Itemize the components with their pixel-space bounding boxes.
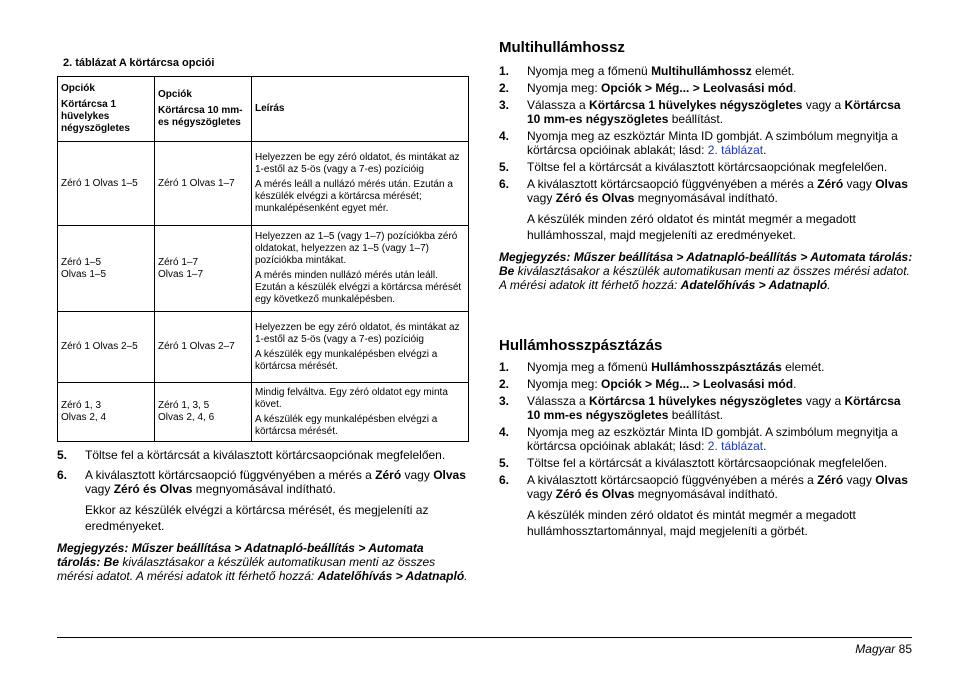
table-cell: Zéró 1 Olvas 1–7 [155, 142, 252, 226]
step-extra-text: A készülék minden zéró oldatot és mintát megmér a megadott hullámhossztartománnyal, majd megjeleníti a görbét. [527, 508, 856, 538]
table-row [58, 142, 469, 226]
list-item: 2. Nyomja meg: Opciók > Még... > Leolvasási mód. [499, 377, 797, 391]
table-cell: Mindig felváltva. Egy zéró oldatot egy minta követ. A készülék egy munkalépésben elvégzi a körtárcsa mérését. [252, 383, 469, 442]
list-item: 6. A kiválasztott körtárcsaopció függvényében a mérés a Zéró vagy Olvas vagy Zéró és Olvas megnyomásával indítható. [499, 177, 908, 205]
table-cell: Zéró 1 Olvas 2–7 [155, 312, 252, 383]
list-item: 4. Nyomja meg az eszköztár Minta ID gombját. A szimbólum megnyitja a körtárcsa opcióinak ablakát; lásd: 2. táblázat. [499, 129, 898, 157]
table-row [58, 226, 469, 312]
section-title: Hullámhosszpásztázás [499, 337, 663, 354]
table-cell: Zéró 1, 3 Olvas 2, 4 [58, 383, 155, 442]
list-item: 1. Nyomja meg a főmenü Hullámhosszpásztázás elemét. [499, 360, 825, 374]
left-steps [57, 448, 469, 583]
table-row [58, 383, 469, 442]
list-item: 5. Töltse fel a körtárcsát a kiválasztott körtárcsaopciónak megfelelően. [499, 160, 888, 174]
list-item: 1. Nyomja meg a főmenü Multihullámhossz elemét. [499, 64, 795, 78]
footer-divider [57, 637, 912, 638]
header-cell: Opciók Körtárcsa 10 mm-es négyszögletes [155, 77, 252, 142]
table-caption: 2. táblázat A körtárcsa opciói [63, 57, 215, 69]
table-cell: Helyezzen az 1–5 (vagy 1–7) pozíciókba zéró oldatokat, helyezzen az 1–5 (vagy 1–7) pozíciókba mintákat. A mérés minden nullázó mérés után leáll. Ezután a készülék elvégzi a körtárcsa mérését egy következő munkalépésben. [252, 226, 469, 312]
table-row [58, 312, 469, 383]
note: Megjegyzés: Műszer beállítása > Adatnapló-beállítás > Automata tárolás: Be kiválasztásakor a készülék automatikusan menti az összes mérési adatot. A mérési adatok itt férhető hozzá: Adatelőhívás > Adatnapló. [57, 541, 468, 583]
table-header-row [58, 77, 469, 142]
list-item: 2. Nyomja meg: Opciók > Még... > Leolvasási mód. [499, 81, 797, 95]
table-cell: Zéró 1, 3, 5 Olvas 2, 4, 6 [155, 383, 252, 442]
list-item: 5. Töltse fel a körtárcsát a kiválasztott körtárcsaopciónak megfelelően. [57, 448, 446, 462]
table-cell: Helyezzen be egy zéró oldatot, és mintákat az 1-estől az 5-ös (vagy a 7-es) pozícióig A készülék egy munkalépésben elvégzi a körtárcsa mérését. [252, 312, 469, 383]
list-item: 3. Válassza a Körtárcsa 1 hüvelykes négyszögletes vagy a Körtárcsa 10 mm-es négyszögletes beállítást. [499, 98, 901, 126]
page-number: 85 [898, 642, 912, 656]
list-item: 6. A kiválasztott körtárcsaopció függvényében a mérés a Zéró vagy Olvas vagy Zéró és Olvas megnyomásával indítható. [57, 468, 466, 496]
table-cell: Zéró 1 Olvas 2–5 [58, 312, 155, 383]
list-item: 6. A kiválasztott körtárcsaopció függvényében a mérés a Zéró vagy Olvas vagy Zéró és Olvas megnyomásával indítható. [499, 473, 908, 501]
table-link[interactable]: 2. táblázat [707, 143, 764, 157]
step-extra-text: A készülék minden zéró oldatot és mintát megmér a megadott hullámhosszal, majd megjeleníti az eredményeket. [527, 212, 856, 242]
table-cell: Zéró 1 Olvas 1–5 [58, 142, 155, 226]
note: Megjegyzés: Műszer beállítása > Adatnapló-beállítás > Automata tárolás: Be kiválasztásakor a készülék automatikusan menti az összes mérési adatot. A mérési adatok itt férhető hozzá: Adatelőhívás > Adatnapló. [499, 250, 913, 292]
table-cell: Zéró 1–5 Olvas 1–5 [58, 226, 155, 312]
footer-language: Magyar [855, 642, 896, 656]
table-cell: Helyezzen be egy zéró oldatot, és mintákat az 1-estől az 5-ös (vagy a 7-es) pozícióig A mérés leáll a nullázó mérés után. Ezután a készülék elvégzi a körtárcsa mérését; munkalépésenként egyet mér. [252, 142, 469, 226]
table-cell: Zéró 1–7 Olvas 1–7 [155, 226, 252, 312]
table-link[interactable]: 2. táblázat [707, 439, 764, 453]
list-item: 4. Nyomja meg az eszköztár Minta ID gombját. A szimbólum megnyitja a körtárcsa opcióinak ablakát; lásd: 2. táblázat. [499, 425, 898, 453]
list-item: 5. Töltse fel a körtárcsát a kiválasztott körtárcsaopciónak megfelelően. [499, 456, 888, 470]
header-cell: Leírás [252, 77, 469, 142]
page-footer [855, 642, 912, 656]
section1-steps [499, 64, 915, 292]
step-extra-text: Ekkor az készülék elvégzi a körtárcsa mérését, és megjeleníti az eredményeket. [85, 503, 429, 533]
header-cell: Opciók Körtárcsa 1 hüvelykes négyszögletes [58, 77, 155, 142]
section2-steps [499, 360, 915, 539]
section-title: Multihullámhossz [499, 39, 625, 56]
list-item: 3. Válassza a Körtárcsa 1 hüvelykes négyszögletes vagy a Körtárcsa 10 mm-es négyszögletes beállítást. [499, 394, 901, 422]
options-table [57, 76, 469, 442]
